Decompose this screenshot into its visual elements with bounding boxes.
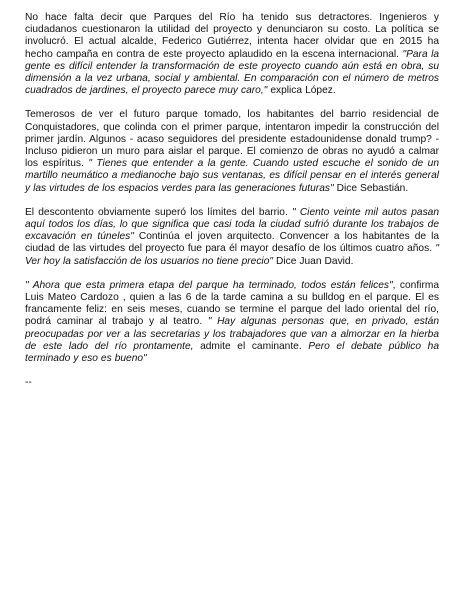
- separator: --: [25, 377, 32, 389]
- p4-quote-3: Pero el debate público ha terminado y eso es bueno": [25, 340, 439, 365]
- p2-run-2: Dice Sebastián.: [333, 182, 409, 194]
- p4-run-3: admite el caminante.: [193, 340, 309, 352]
- p1-run-2: explica López.: [267, 85, 336, 97]
- paragraph-4: [25, 280, 439, 365]
- p3-quote-1: " Ciento veinte mil autos pasan aquí todos los días, lo que significa que casi toda la ciudad sufrió durante los trabajos de excavación en túneles": [25, 206, 439, 243]
- p4-quote-1: " Ahora que esta primera etapa del parque ha terminado, todos están felices": [25, 279, 393, 291]
- p3-run-2: Continúa el joven arquitecto. Convencer a los habitantes de la ciudad de las virtudes del proyecto fue para él mayor desafío de los últimos cuatro años.: [25, 231, 439, 255]
- paragraph-2: [25, 109, 439, 194]
- p2-quote: " Tienes que entender a la gente. Cuando usted escuche el sonido de un martillo neumático a medianoche bajo sus ventanas, es difícil pensar en el interés general y las virtudes de los espacios verdes para las generaciones futuras": [25, 158, 439, 194]
- p3-run-0: El descontento obviamente superó los límites del barrio.: [25, 206, 292, 218]
- p4-run-1: , confirma Luis Mateo Cardozo , quien a las 6 de la tarde camina a su bulldog en el parque. El es francamente feliz: en seis meses, cuando se termine el parque del lado oriental del río, podrá caminar al trabajo y al teatro.: [25, 279, 439, 328]
- p4-quote-2: " Hay algunas personas que, en privado, están preocupadas por ver a las secretarias y los trabajadores que van a almorzar en la hierba de este lado del río prontamente,: [25, 316, 439, 352]
- paragraph-1: [25, 12, 439, 97]
- p1-quote: "Para la gente es difícil entender la transformación de este proyecto cuando aún está en obra, su dimensión a la vez urbana, social y ambiental. En comparación con el número de metros cuadrados de jardines, el proyecto parece muy caro,": [25, 48, 439, 97]
- p3-run-4: Dice Juan David.: [272, 255, 354, 267]
- p2-run-0: Temerosos de ver el futuro parque tomado, los habitantes del barrio residencial de Conquistadores, que colinda con el primer parque, intentaron impedir la construcción del primer jardín. Algunos - acaso seguidores del presidente estadounidense donald trump? - Incluso pidieron un muro para aislar el parque. El comienzo de obras no ayudó a calmar los espíritus.: [25, 109, 439, 170]
- paragraph-3: [25, 207, 439, 268]
- p1-run-0: No hace falta decir que Parques del Río ha tenido sus detractores. Ingenieros y ciudadanos cuestionaron la utilidad del proyecto y denunciaron su costo. La política se involucró. El actual alcalde, Federico Gutiérrez, intenta hacer olvidar que en 2015 ha hecho campaña en contra de este proyecto aplaudido en la escena internacional.: [25, 12, 439, 60]
- p3-quote-2: " Ver hoy la satisfacción de los usuarios no tiene precio": [25, 243, 439, 267]
